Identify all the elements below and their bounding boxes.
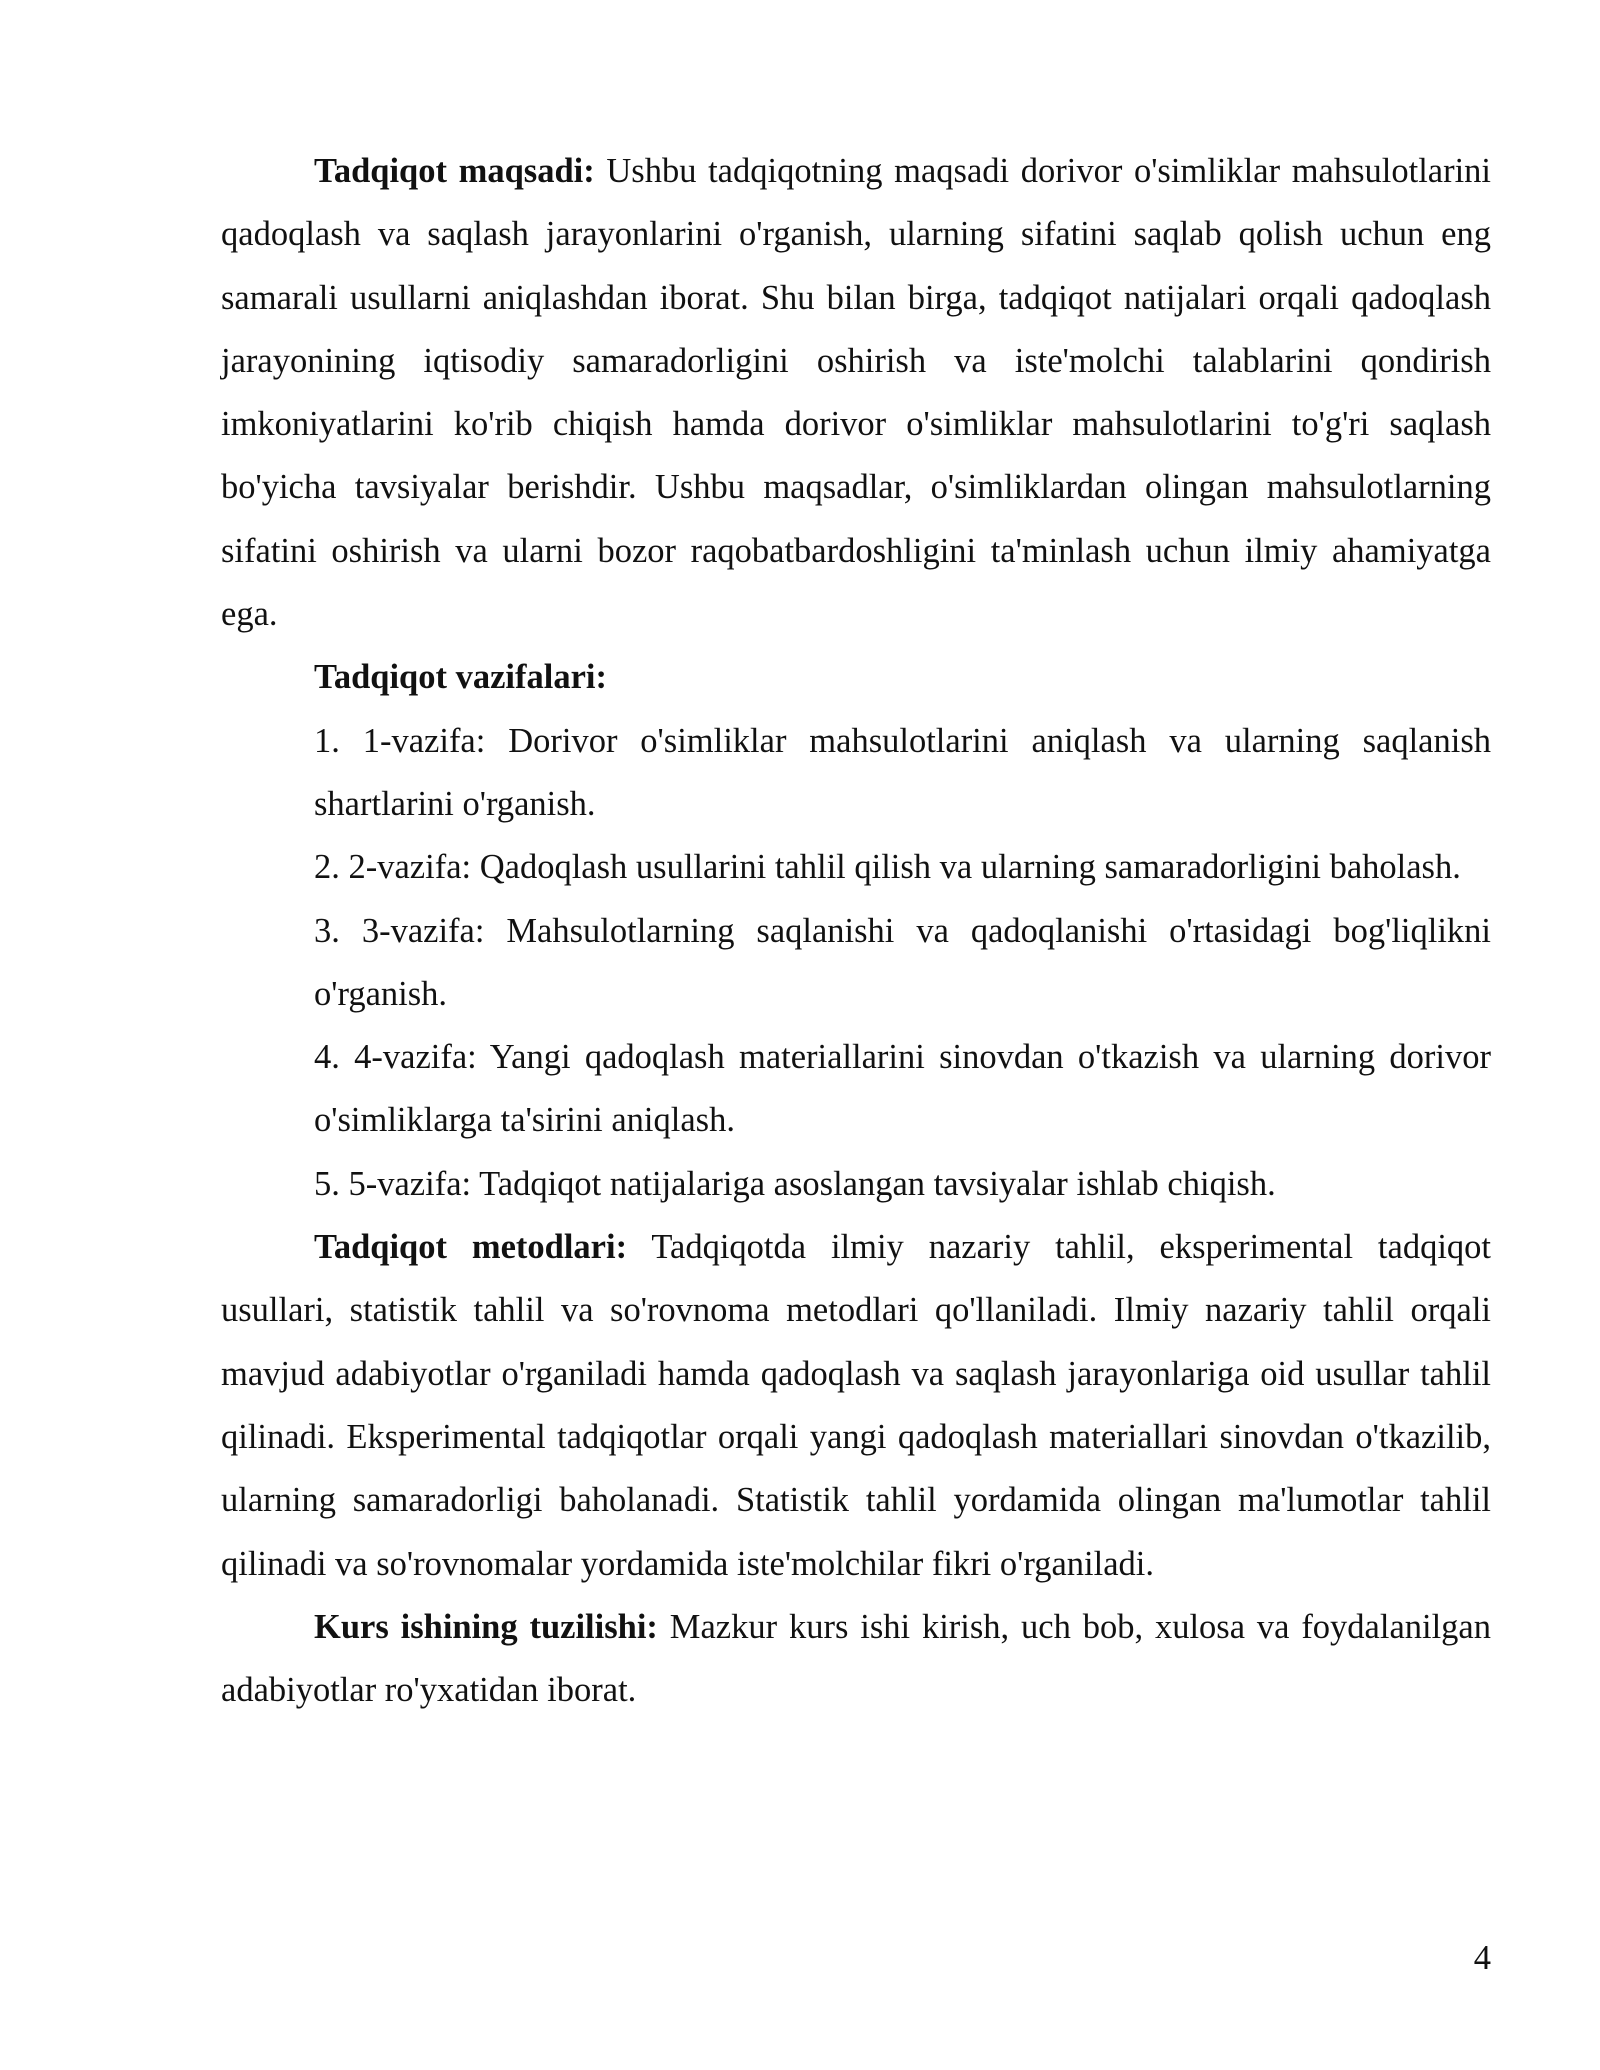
task-item-4: 4. 4-vazifa: Yangi qadoqlash materiallarini sinovdan o'tkazish va ularning dorivor o'simliklarga ta'sirini aniqlash.: [314, 1038, 1491, 1140]
methods-text: Tadqiqotda ilmiy nazariy tahlil, eksperimental tadqiqot usullari, statistik tahlil va so'rovnoma metodlari qo'llaniladi. Ilmiy nazariy tahlil orqali mavjud adabiyotlar o'rganiladi hamda qadoqlash va saqlash jarayonlariga oid usullar tahlil qilinadi. Eksperimental tadqiqotlar orqali yangi qadoqlash materiallari sinovdan o'tkazilib, ularning samaradorligi baholanadi. Statistik tahlil yordamida olingan ma'lumotlar tahlil qilinadi va so'rovnomalar yordamida iste'molchilar fikri o'rganiladi.: [221, 1228, 1491, 1583]
page-number: 4: [1473, 1939, 1491, 1977]
structure-heading: Kurs ishining tuzilishi:: [314, 1607, 658, 1646]
document-page: [221, 140, 1491, 1722]
task-item-2: 2. 2-vazifa: Qadoqlash usullarini tahlil qilish va ularning samaradorligini baholash.: [314, 848, 1461, 887]
task-item-3: 3. 3-vazifa: Mahsulotlarning saqlanishi va qadoqlanishi o'rtasidagi bog'liqlikni o'rganish.: [314, 911, 1491, 1013]
structure-text: Mazkur kurs ishi kirish, uch bob, xulosa va foydalanilgan adabiyotlar ro'yxatidan iborat.: [221, 1607, 1491, 1710]
aim-heading: Tadqiqot maqsadi:: [314, 152, 595, 190]
aim-paragraph: [221, 140, 1491, 646]
methods-heading: Tadqiqot metodlari:: [314, 1228, 628, 1267]
tasks-heading-line: [221, 646, 1491, 709]
structure-paragraph: [221, 1596, 1491, 1723]
tasks-heading: Tadqiqot vazifalari:: [314, 658, 607, 697]
task-item-1: 1. 1-vazifa: Dorivor o'simliklar mahsulotlarini aniqlash va ularning saqlanish shartlarini o'rganish.: [314, 721, 1491, 823]
aim-text: Ushbu tadqiqotning maqsadi dorivor o'simliklar mahsulotlarini qadoqlash va saqlash jarayonlarini o'rganish, ularning sifatini saqlab qolish uchun eng samarali usullarni aniqlashdan iborat. Shu bilan birga, tadqiqot natijalari orqali qadoqlash jarayonining iqtisodiy samaradorligini oshirish va iste'molchi talablarini qondirish imkoniyatlarini ko'rib chiqish hamda dorivor o'simliklar mahsulotlarini to'g'ri saqlash bo'yicha tavsiyalar berishdir. Ushbu maqsadlar, o'simliklardan olingan mahsulotlarning sifatini oshirish va ularni bozor raqobatbardoshligini ta'minlash uchun ilmiy ahamiyatga ega.: [221, 152, 1492, 634]
task-item-5: 5. 5-vazifa: Tadqiqot natijalariga asoslangan tavsiyalar ishlab chiqish.: [314, 1164, 1276, 1203]
methods-paragraph: [221, 1216, 1491, 1596]
